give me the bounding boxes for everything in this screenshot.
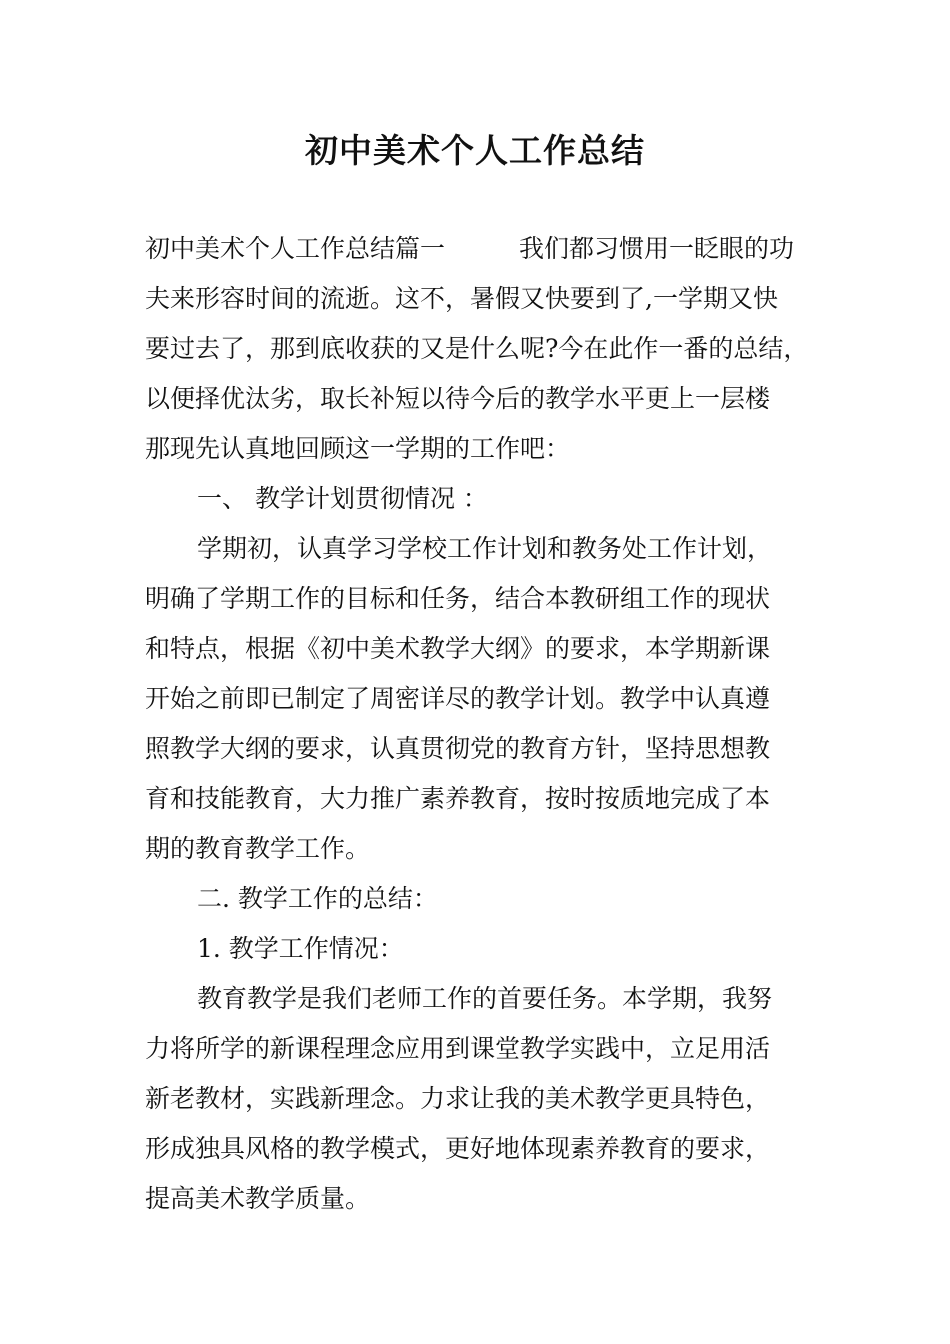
document-title: 初中美术个人工作总结 — [305, 131, 645, 170]
paragraph-line: 要过去了，那到底收获的又是什么呢?今在此作一番的总结， — [145, 334, 809, 363]
paragraph-text: 我们都习惯用一眨眼的功 — [519, 234, 795, 263]
paragraph-line: 夫来形容时间的流逝。这不，暑假又快要到了,一学期又快 — [145, 284, 778, 313]
section-heading: 二. 教学工作的总结： — [197, 884, 438, 913]
paragraph-line: 明确了学期工作的目标和任务，结合本教研组工作的现状 — [145, 584, 771, 613]
paragraph-line: 开始之前即已制定了周密详尽的教学计划。教学中认真遵 — [145, 684, 771, 713]
paragraph-line: 育和技能教育，大力推广素养教育，按时按质地完成了本 — [145, 784, 771, 813]
paragraph-line — [145, 224, 810, 274]
paragraph-line: 提高美术教学质量。 — [145, 1184, 371, 1213]
paragraph-line: 形成独具风格的教学模式，更好地体现素养教育的要求， — [145, 1134, 771, 1163]
paragraph-line: 以便择优汰劣，取长补短以待今后的教学水平更上一层楼 — [145, 384, 771, 413]
paragraph-line: 那现先认真地回顾这一学期的工作吧： — [145, 434, 571, 463]
paragraph-line: 期的教育教学工作。 — [145, 834, 371, 863]
paragraph-line: 新老教材，实践新理念。力求让我的美术教学更具特色， — [145, 1084, 771, 1113]
section-heading-inline: 初中美术个人工作总结篇一 — [145, 234, 446, 263]
paragraph-line: 和特点，根据《初中美术教学大纲》的要求，本学期新课 — [145, 634, 771, 663]
section-heading: 一、 教学计划贯彻情况 ： — [197, 484, 488, 513]
paragraph-line: 学期初，认真学习学校工作计划和教务处工作计划， — [197, 534, 773, 563]
paragraph-line: 照教学大纲的要求，认真贯彻党的教育方针，坚持思想教 — [145, 734, 771, 763]
subsection-heading: 1. 教学工作情况： — [197, 934, 404, 963]
paragraph-line: 教育教学是我们老师工作的首要任务。本学期，我努 — [197, 984, 773, 1013]
paragraph-line: 力将所学的新课程理念应用到课堂教学实践中，立足用活 — [145, 1034, 771, 1063]
document-body — [145, 224, 810, 1224]
